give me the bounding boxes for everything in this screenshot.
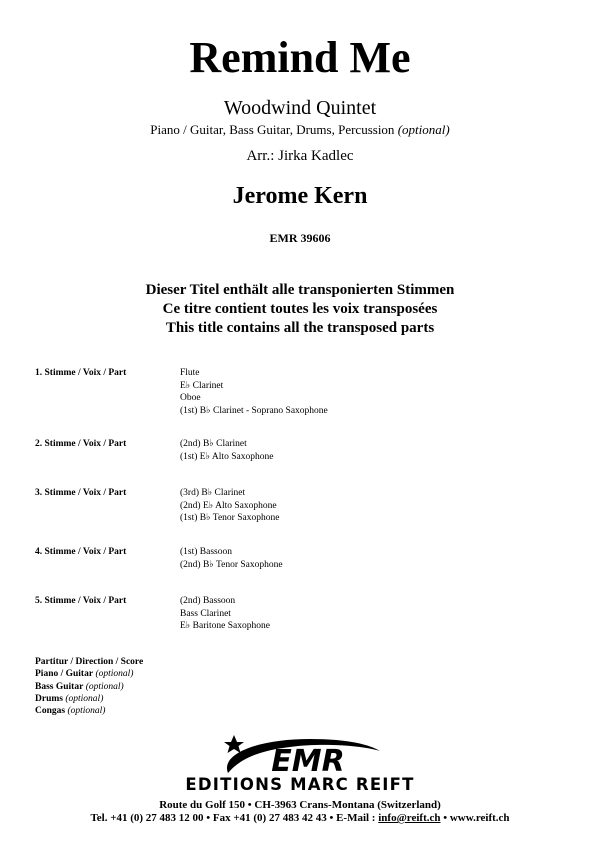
score-item: Partitur / Direction / Score (35, 657, 144, 667)
arranger: Arr.: Jirka Kadlec (246, 148, 354, 164)
instrument-name: (2nd) B♭ Tenor Saxophone (180, 559, 283, 570)
drums-item: Drums (35, 693, 63, 704)
publisher-contact (0, 811, 600, 825)
instrumentation-line (0, 122, 600, 138)
piano-guitar-item: Piano / Guitar (35, 669, 94, 680)
part-instruments-1 (180, 367, 328, 417)
part-instruments-3 (180, 487, 279, 525)
page-title: Remind Me (189, 33, 411, 82)
instrument-name: (1st) B♭ Clarinet - Soprano Saxophone (180, 405, 328, 416)
congas-item: Congas (35, 706, 66, 717)
subtitle: Woodwind Quintet (223, 97, 377, 119)
instrumentation-text: Piano / Guitar, Bass Guitar, Drums, Percussion (150, 122, 395, 137)
optional-note: (optional) (397, 122, 450, 137)
catalog-number: EMR 39606 (269, 231, 331, 245)
part-label-4: 4. Stimme / Voix / Part (35, 547, 127, 557)
website-text: • www.reift.ch (440, 812, 510, 824)
contact-phone-fax: Tel. +41 (0) 27 483 12 00 • Fax +41 (0) 27 483 42 43 • E-Mail : (90, 812, 379, 824)
instrument-name: (1st) B♭ Tenor Saxophone (180, 513, 280, 523)
instrument-name: E♭ Clarinet (180, 380, 224, 391)
star-icon (224, 735, 244, 753)
notice-english: This title contains all the transposed parts (165, 320, 435, 336)
logo-text: EMR (271, 744, 345, 778)
optional-note: (optional) (95, 669, 134, 680)
instrument-name: (1st) Bassoon (180, 547, 232, 557)
part-instruments-4 (180, 546, 283, 571)
instrument-name: Bass Clarinet (180, 608, 231, 619)
part-label-5: 5. Stimme / Voix / Part (35, 596, 127, 606)
optional-note: (optional) (85, 681, 124, 692)
instrument-name: E♭ Baritone Saxophone (180, 621, 270, 631)
publisher-name: EDITIONS MARC REIFT (185, 775, 415, 794)
notice-french: Ce titre contient toutes les voix transposées (162, 301, 438, 317)
optional-note: (optional) (65, 693, 104, 704)
email-link[interactable]: info@reift.ch (378, 812, 441, 824)
part-label-3: 3. Stimme / Voix / Part (35, 488, 127, 498)
emr-logo (200, 733, 400, 778)
publisher-address: Route du Golf 150 • CH-3963 Crans-Montana (Switzerland) (159, 799, 441, 811)
part-instruments-2 (180, 438, 273, 463)
part-instruments-5 (180, 595, 270, 633)
instrument-name: (2nd) B♭ Clarinet (180, 439, 247, 449)
part-label-1: 1. Stimme / Voix / Part (35, 368, 127, 378)
notice-german: Dieser Titel enthält alle transponierten Stimmen (145, 282, 455, 298)
score-list (35, 656, 143, 717)
composer: Jerome Kern (232, 183, 368, 209)
instrument-name: (3rd) B♭ Clarinet (180, 488, 246, 498)
instrument-name: Oboe (180, 393, 201, 403)
optional-note: (optional) (67, 706, 106, 717)
part-label-2: 2. Stimme / Voix / Part (35, 439, 127, 449)
bass-guitar-item: Bass Guitar (35, 681, 84, 692)
instrument-name: Flute (180, 368, 200, 378)
instrument-name: (2nd) Bassoon (180, 596, 236, 606)
instrument-name: (2nd) E♭ Alto Saxophone (180, 500, 277, 511)
instrument-name: (1st) E♭ Alto Saxophone (180, 451, 274, 462)
